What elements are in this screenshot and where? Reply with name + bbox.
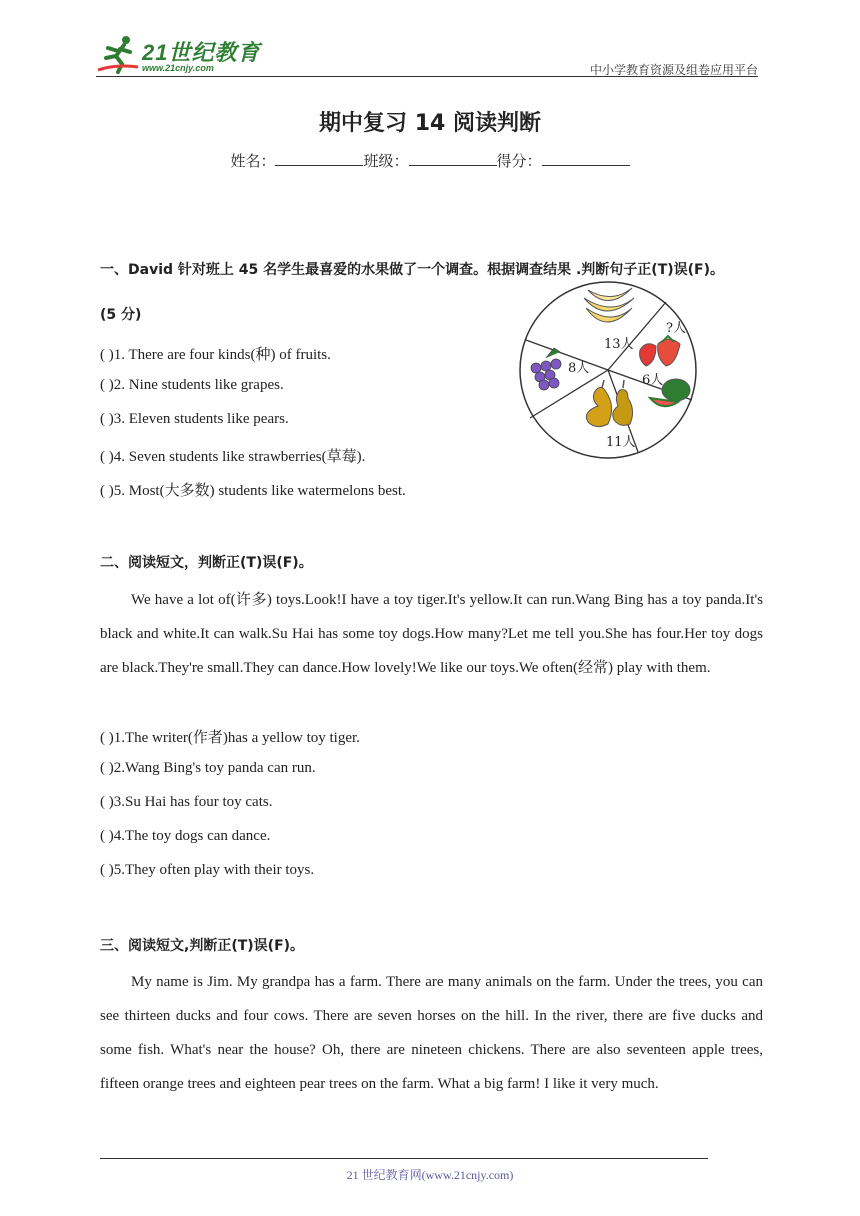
score-field[interactable] xyxy=(542,151,630,166)
footer-text: 21 世纪教育网(www.21cnjy.com) xyxy=(346,1168,514,1182)
s2-question-2: ( )2.Wang Bing's toy panda can run. xyxy=(100,760,316,776)
pie-label-pears: 11人 xyxy=(606,435,636,450)
name-label: 姓名： xyxy=(230,154,276,170)
site-logo xyxy=(96,30,266,78)
platform-label: 中小学教育资源及组卷应用平台 xyxy=(589,63,758,77)
s1-question-5: ( )5. Most(大多数) students like watermelons best. xyxy=(100,483,406,499)
header-divider xyxy=(96,76,758,77)
logo-text: 21世纪教育 xyxy=(142,40,261,65)
section3-title: 三、阅读短文,判断正(T)误(F)。 xyxy=(100,938,305,954)
pie-labels xyxy=(516,278,700,462)
logo-url: www.21cnjy.com xyxy=(142,63,214,73)
section2-passage: We have a lot of(许多) toys.Look!I have a toy tiger.It's yellow.It can run.Wang Bing has a toy panda.It's black and white.It can walk.Su Hai has some toy dogs.How many?Let me tell you.She has four.Her toy dogs are black.They're small.They can dance.How lovely!We like our toys.We often(经常) play with them. xyxy=(100,592,763,676)
student-info-line xyxy=(0,150,860,171)
runner-logo-icon xyxy=(96,34,140,74)
class-label: 班级： xyxy=(363,154,409,170)
page-header xyxy=(96,30,758,78)
pie-label-grapes: 8人 xyxy=(568,361,590,376)
s1-question-1: ( )1. There are four kinds(种) of fruits. xyxy=(100,347,331,363)
s2-question-4: ( )4.The toy dogs can dance. xyxy=(100,828,271,844)
section1-title: 一、David 针对班上 45 名学生最喜爱的水果做了一个调查。根据调查结果 .判断句子正(T)误(F)。 xyxy=(100,262,725,278)
s2-question-1: ( )1.The writer(作者)has a yellow toy tiger. xyxy=(100,730,360,746)
s1-question-4: ( )4. Seven students like strawberries(草莓). xyxy=(100,449,366,465)
section3-passage: My name is Jim. My grandpa has a farm. There are many animals on the farm. Under the trees, you can see thirteen ducks and four cows. There are seven horses on the hill. In the river, there are five ducks and some fish. What's near the house? Oh, there are nineteen chickens. There are also seventeen apple trees, fifteen orange trees and eighteen pear trees on the farm. What a big farm! I like it very much. xyxy=(100,974,763,1092)
s1-question-3: ( )3. Eleven students like pears. xyxy=(100,411,289,427)
name-field[interactable] xyxy=(275,151,363,166)
pie-label-strawberries: ?人 xyxy=(666,321,686,336)
score-label: 得分： xyxy=(496,154,542,170)
class-field[interactable] xyxy=(409,151,497,166)
page-title: 期中复习 14 阅读判断 xyxy=(319,111,541,136)
section1-score: (5 分) xyxy=(100,307,142,323)
pie-label-bananas: 13人 xyxy=(604,337,634,352)
s2-question-5: ( )5.They often play with their toys. xyxy=(100,862,315,878)
s2-question-3: ( )3.Su Hai has four toy cats. xyxy=(100,794,273,810)
s1-question-2: ( )2. Nine students like grapes. xyxy=(100,377,284,393)
pie-label-watermelons: 6人 xyxy=(642,373,664,388)
section2-title: 二、阅读短文，判断正(T)误(F)。 xyxy=(100,555,313,571)
footer-divider xyxy=(100,1158,708,1159)
fruit-pie-chart xyxy=(516,278,700,462)
